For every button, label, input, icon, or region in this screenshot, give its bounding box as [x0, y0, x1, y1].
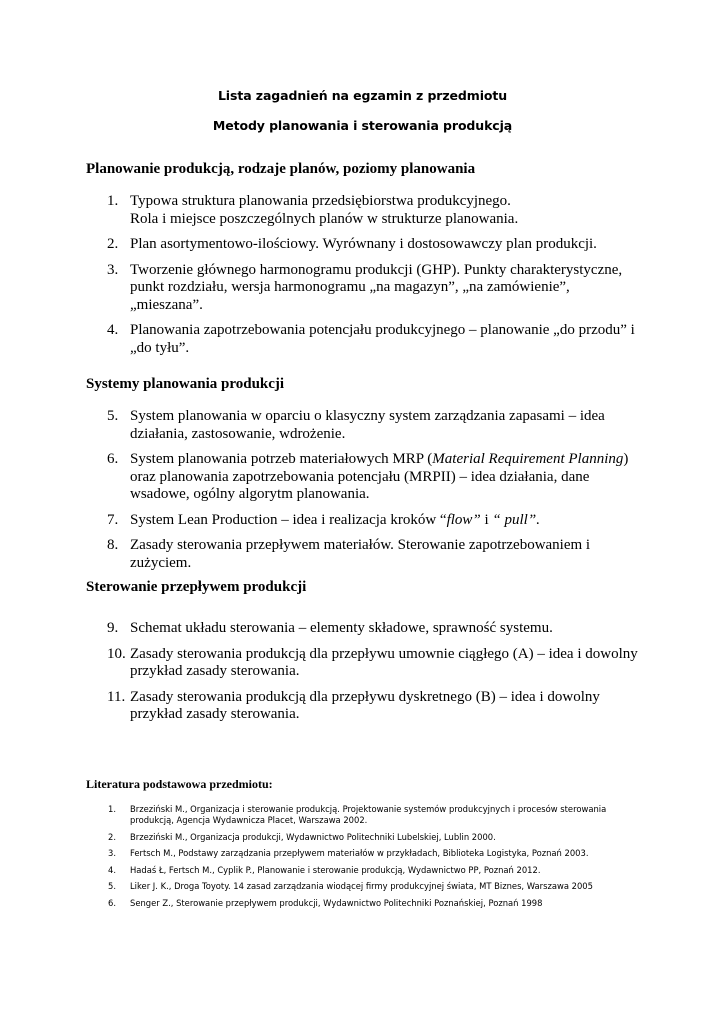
item-text: Hadaś Ł, Fertsch M., Cyplik P., Planowanie i sterowanie produkcją, Wydawnictwo PP, Poznań 2012.: [130, 864, 541, 875]
item-number: 6.: [107, 451, 119, 467]
item-text: Typowa struktura planowania przedsiębiorstwa produkcyjnego.: [130, 193, 511, 209]
item-text: Rola i miejsce poszczególnych planów w strukturze planowania.: [130, 210, 519, 227]
literature-item: [0, 865, 630, 876]
section-heading-control: Sterowanie przepływem produkcji: [86, 579, 307, 595]
item-number: 1.: [108, 804, 116, 814]
course-title: Metody planowania i sterowania produkcją: [212, 118, 513, 133]
item-number: 9.: [107, 620, 119, 636]
item-number: 2.: [108, 831, 116, 842]
item-text: Senger Z., Sterowanie przepływem produkcji, Wydawnictwo Politechniki Poznańskiej, Poznań 1998: [130, 897, 543, 908]
item-number: 7.: [107, 511, 119, 528]
section-heading-planning: Planowanie produkcją, rodzaje planów, poziomy planowania: [86, 161, 476, 177]
item-text: i: [480, 511, 493, 528]
item-text: Plan asortymentowo-ilościowy. Wyrównany i dostosowawczy plan produkcji.: [130, 236, 597, 252]
item-text: Liker J. K., Droga Toyoty. 14 zasad zarządzania wiodącej firmy produkcyjnej świata, MT Biznes, Warszawa 2005: [130, 881, 593, 891]
item-text: Zasady sterowania produkcją dla przepływu dyskretnego (B) – idea i dowolny przykład zasady sterowania.: [130, 688, 600, 722]
item-number: 2.: [107, 236, 119, 252]
item-number: 4.: [108, 864, 116, 875]
item-number: 10.: [107, 645, 126, 662]
list-item: [0, 193, 640, 228]
list-item: [0, 620, 640, 638]
list-item: [0, 408, 640, 443]
literature-item: [0, 898, 630, 909]
item-number: 5.: [108, 881, 116, 891]
item-text: System Lean Production – idea i realizacja kroków “: [130, 511, 447, 528]
topic-list-systems: [0, 408, 640, 580]
item-text: Brzeziński M., Organizacja i sterowanie produkcją. Projektowanie systemów produkcyjnych i procesów sterowania produkcją, Agencja Wydawnicza Placet, Warszawa 2002.: [130, 804, 607, 825]
literature-item: [0, 848, 630, 859]
item-number: 5.: [107, 408, 119, 424]
literature-item: [0, 832, 630, 843]
list-item: [0, 512, 640, 530]
list-item: [0, 689, 640, 724]
item-text: Zasady sterowania przepływem materiałów. Sterowanie zapotrzebowaniem i zużyciem.: [130, 537, 591, 571]
literature-item: [0, 804, 630, 826]
item-text-italic: flow”: [446, 511, 481, 528]
list-item: [0, 322, 640, 357]
item-text: Schemat układu sterowania – elementy składowe, sprawność systemu.: [130, 620, 553, 636]
item-text: Zasady sterowania produkcją dla przepływu umownie ciągłego (A) – idea i dowolny przykład zasady sterowania.: [130, 645, 638, 679]
item-text: Planowania zapotrzebowania potencjału produkcyjnego – planowanie „do przodu” i „do tyłu”.: [130, 322, 635, 356]
list-item: [0, 537, 640, 572]
literature-item: [0, 881, 630, 892]
literature-heading: Literatura podstawowa przedmiotu:: [86, 777, 273, 791]
item-number: 8.: [107, 537, 119, 553]
list-item: [0, 262, 640, 315]
document-title: Lista zagadnień na egzamin z przedmiotu: [217, 88, 508, 103]
item-number: 1.: [107, 193, 119, 209]
item-text: Brzeziński M., Organizacja produkcji, Wydawnictwo Politechniki Lubelskiej, Lublin 2000.: [130, 831, 496, 842]
item-number: 11.: [107, 688, 126, 705]
topic-list-planning: [0, 193, 640, 365]
item-text-italic: Material Requirement Planning: [432, 451, 624, 467]
list-item: [0, 451, 640, 504]
item-number: 3.: [108, 848, 116, 858]
item-text-italic: “ pull”.: [492, 511, 540, 528]
section-heading-systems: Systemy planowania produkcji: [86, 376, 285, 392]
topic-list-control: [0, 620, 640, 732]
list-item: [0, 646, 640, 681]
list-item: [0, 236, 640, 254]
item-text: System planowania potrzeb materiałowych MRP (: [130, 451, 433, 467]
item-number: 6.: [108, 897, 116, 908]
item-number: 4.: [107, 322, 119, 338]
item-text: System planowania w oparciu o klasyczny system zarządzania zapasami – idea działania, zastosowanie, wdrożenie.: [130, 408, 605, 442]
item-text: ) oraz planowania zapotrzebowania potencjału (MRPII) – idea działania, dane wsadowe, ogólny algorytm planowania.: [130, 451, 629, 502]
literature-list: [0, 804, 630, 914]
item-text: Tworzenie głównego harmonogramu produkcji (GHP). Punkty charakterystyczne, punkt rozdziału, wersja harmonogramu „na magazyn”, „na zamówienie”, „mieszana”.: [130, 261, 623, 313]
item-text: Fertsch M., Podstawy zarządzania przepływem materiałów w przykładach, Biblioteka Logistyka, Poznań 2003.: [130, 848, 589, 858]
item-number: 3.: [107, 261, 119, 278]
